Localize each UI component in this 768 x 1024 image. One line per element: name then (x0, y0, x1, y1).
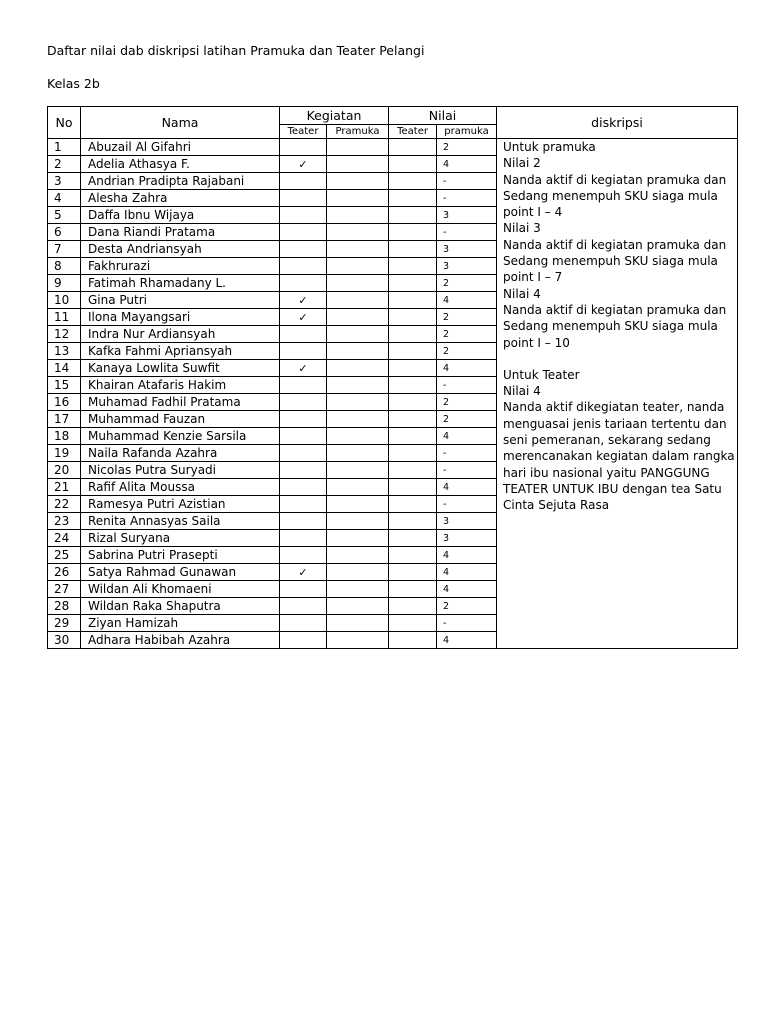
row-number: 23 (48, 513, 81, 530)
kegiatan-teater-cell (280, 428, 327, 445)
kegiatan-teater-cell (280, 326, 327, 343)
student-name: Satya Rahmad Gunawan (81, 564, 280, 581)
row-number: 5 (48, 207, 81, 224)
nilai-pramuka-cell: 4 (437, 564, 497, 581)
kegiatan-pramuka-cell (327, 190, 389, 207)
nilai-pramuka-cell: 2 (437, 309, 497, 326)
nilai-teater-cell (389, 530, 437, 547)
description-line: merencanakan kegiatan dalam rangka (503, 449, 735, 464)
kegiatan-pramuka-cell (327, 292, 389, 309)
kegiatan-pramuka-cell (327, 156, 389, 173)
kegiatan-teater-cell (280, 445, 327, 462)
description-line: Nanda aktif di kegiatan pramuka dan (503, 302, 727, 317)
nilai-pramuka-cell: 3 (437, 207, 497, 224)
student-name: Ziyan Hamizah (81, 615, 280, 632)
row-number: 14 (48, 360, 81, 377)
nilai-pramuka-cell: - (437, 190, 497, 207)
nilai-teater-cell (389, 445, 437, 462)
description-line: Nilai 3 (503, 221, 541, 236)
description-line: Untuk pramuka (503, 140, 596, 154)
nilai-teater-cell (389, 377, 437, 394)
description-line: Nanda aktif di kegiatan pramuka dan (503, 237, 727, 252)
header-kegiatan: Kegiatan (280, 107, 389, 125)
header-nilai: Nilai (389, 107, 497, 125)
kegiatan-pramuka-cell (327, 411, 389, 428)
kegiatan-pramuka-cell (327, 632, 389, 649)
nilai-teater-cell (389, 343, 437, 360)
kegiatan-teater-cell (280, 462, 327, 479)
nilai-pramuka-cell: - (437, 615, 497, 632)
kegiatan-pramuka-cell (327, 394, 389, 411)
kegiatan-teater-cell: ✓ (280, 292, 327, 309)
nilai-teater-cell (389, 156, 437, 173)
student-name: Adelia Athasya F. (81, 156, 280, 173)
class-label: Kelas 2b (47, 76, 100, 91)
kegiatan-pramuka-cell (327, 581, 389, 598)
nilai-teater-cell (389, 309, 437, 326)
description-line: Nanda aktif di kegiatan pramuka dan (503, 172, 727, 187)
kegiatan-teater-cell (280, 547, 327, 564)
kegiatan-teater-cell (280, 632, 327, 649)
description-line: Nilai 2 (503, 156, 541, 171)
kegiatan-teater-cell (280, 581, 327, 598)
kegiatan-teater-cell (280, 496, 327, 513)
nilai-teater-cell (389, 207, 437, 224)
kegiatan-pramuka-cell (327, 479, 389, 496)
kegiatan-teater-cell (280, 139, 327, 156)
row-number: 27 (48, 581, 81, 598)
row-number: 16 (48, 394, 81, 411)
description-line: point I – 10 (503, 335, 570, 350)
description-line: Cinta Sejuta Rasa (503, 498, 610, 513)
nilai-pramuka-cell: 2 (437, 139, 497, 156)
kegiatan-teater-cell (280, 173, 327, 190)
student-name: Rafif Alita Moussa (81, 479, 280, 496)
student-name: Alesha Zahra (81, 190, 280, 207)
nilai-pramuka-cell: 3 (437, 513, 497, 530)
kegiatan-pramuka-cell (327, 564, 389, 581)
row-number: 30 (48, 632, 81, 649)
nilai-pramuka-cell: 2 (437, 343, 497, 360)
kegiatan-teater-cell: ✓ (280, 156, 327, 173)
kegiatan-pramuka-cell (327, 547, 389, 564)
row-number: 22 (48, 496, 81, 513)
student-name: Desta Andriansyah (81, 241, 280, 258)
kegiatan-teater-cell (280, 394, 327, 411)
nilai-pramuka-cell: 3 (437, 241, 497, 258)
row-number: 25 (48, 547, 81, 564)
nilai-pramuka-cell: - (437, 173, 497, 190)
kegiatan-pramuka-cell (327, 496, 389, 513)
nilai-teater-cell (389, 173, 437, 190)
description-line: Sedang menempuh SKU siaga mula (503, 319, 718, 334)
row-number: 1 (48, 139, 81, 156)
kegiatan-teater-cell (280, 598, 327, 615)
description-line: seni pemeranan, sekarang sedang (503, 433, 711, 448)
description-line: menguasai jenis tariaan tertentu dan (503, 416, 727, 431)
kegiatan-pramuka-cell (327, 241, 389, 258)
nilai-pramuka-cell: 4 (437, 547, 497, 564)
nilai-pramuka-cell: 2 (437, 598, 497, 615)
subheader-nilai-pramuka: pramuka (437, 125, 497, 139)
kegiatan-teater-cell (280, 530, 327, 547)
nilai-pramuka-cell: 4 (437, 581, 497, 598)
nilai-teater-cell (389, 632, 437, 649)
nilai-teater-cell (389, 564, 437, 581)
description-line: point I – 7 (503, 270, 563, 285)
table-body (48, 139, 738, 649)
subheader-nilai-teater: Teater (389, 125, 437, 139)
nilai-pramuka-cell: 4 (437, 292, 497, 309)
kegiatan-pramuka-cell (327, 513, 389, 530)
kegiatan-pramuka-cell (327, 445, 389, 462)
nilai-pramuka-cell: - (437, 445, 497, 462)
nilai-teater-cell (389, 241, 437, 258)
row-number: 18 (48, 428, 81, 445)
nilai-pramuka-cell: 4 (437, 632, 497, 649)
description-line: Nilai 4 (503, 384, 541, 399)
nilai-teater-cell (389, 411, 437, 428)
nilai-teater-cell (389, 428, 437, 445)
student-name: Indra Nur Ardiansyah (81, 326, 280, 343)
kegiatan-teater-cell (280, 343, 327, 360)
nilai-pramuka-cell: 4 (437, 156, 497, 173)
student-name: Muhamad Fadhil Pratama (81, 394, 280, 411)
nilai-pramuka-cell: 4 (437, 360, 497, 377)
nilai-teater-cell (389, 258, 437, 275)
row-number: 9 (48, 275, 81, 292)
nilai-pramuka-cell: 2 (437, 411, 497, 428)
nilai-teater-cell (389, 190, 437, 207)
header-nama: Nama (81, 107, 280, 139)
kegiatan-pramuka-cell (327, 343, 389, 360)
nilai-pramuka-cell: 2 (437, 394, 497, 411)
student-name: Sabrina Putri Prasepti (81, 547, 280, 564)
kegiatan-pramuka-cell (327, 530, 389, 547)
kegiatan-teater-cell (280, 258, 327, 275)
row-number: 24 (48, 530, 81, 547)
kegiatan-teater-cell (280, 479, 327, 496)
description-line: Sedang menempuh SKU siaga mula (503, 254, 718, 269)
kegiatan-teater-cell (280, 241, 327, 258)
nilai-teater-cell (389, 496, 437, 513)
student-name: Andrian Pradipta Rajabani (81, 173, 280, 190)
nilai-teater-cell (389, 326, 437, 343)
nilai-pramuka-cell: - (437, 496, 497, 513)
kegiatan-pramuka-cell (327, 598, 389, 615)
nilai-teater-cell (389, 615, 437, 632)
description-line: Nanda aktif dikegiatan teater, nanda (503, 400, 725, 415)
nilai-teater-cell (389, 292, 437, 309)
kegiatan-pramuka-cell (327, 207, 389, 224)
row-number: 13 (48, 343, 81, 360)
header-diskripsi: diskripsi (497, 107, 738, 139)
nilai-pramuka-cell: 2 (437, 326, 497, 343)
nilai-teater-cell (389, 598, 437, 615)
description-line: Sedang menempuh SKU siaga mula (503, 188, 718, 203)
kegiatan-teater-cell: ✓ (280, 564, 327, 581)
student-name: Abuzail Al Gifahri (81, 139, 280, 156)
kegiatan-pramuka-cell (327, 377, 389, 394)
student-name: Naila Rafanda Azahra (81, 445, 280, 462)
nilai-teater-cell (389, 394, 437, 411)
row-number: 4 (48, 190, 81, 207)
subheader-kegiatan-teater: Teater (280, 125, 327, 139)
row-number: 28 (48, 598, 81, 615)
row-number: 7 (48, 241, 81, 258)
row-number: 6 (48, 224, 81, 241)
table-row (48, 139, 738, 156)
nilai-pramuka-cell: 4 (437, 428, 497, 445)
row-number: 15 (48, 377, 81, 394)
nilai-pramuka-cell: 2 (437, 275, 497, 292)
student-name: Kanaya Lowlita Suwfit (81, 360, 280, 377)
kegiatan-pramuka-cell (327, 615, 389, 632)
student-name: Fakhrurazi (81, 258, 280, 275)
description-cell (497, 139, 738, 649)
kegiatan-teater-cell (280, 275, 327, 292)
student-name: Nicolas Putra Suryadi (81, 462, 280, 479)
kegiatan-pramuka-cell (327, 139, 389, 156)
student-name: Khairan Atafaris Hakim (81, 377, 280, 394)
nilai-pramuka-cell: 4 (437, 479, 497, 496)
student-name: Muhammad Fauzan (81, 411, 280, 428)
row-number: 17 (48, 411, 81, 428)
kegiatan-teater-cell (280, 377, 327, 394)
row-number: 11 (48, 309, 81, 326)
kegiatan-teater-cell (280, 224, 327, 241)
nilai-teater-cell (389, 462, 437, 479)
description-line (503, 351, 731, 367)
student-name: Wildan Raka Shaputra (81, 598, 280, 615)
row-number: 8 (48, 258, 81, 275)
row-number: 19 (48, 445, 81, 462)
student-name: Rizal Suryana (81, 530, 280, 547)
row-number: 3 (48, 173, 81, 190)
kegiatan-teater-cell (280, 615, 327, 632)
nilai-teater-cell (389, 479, 437, 496)
description-line: Untuk Teater (503, 367, 580, 382)
row-number: 2 (48, 156, 81, 173)
kegiatan-teater-cell (280, 513, 327, 530)
kegiatan-pramuka-cell (327, 428, 389, 445)
student-name: Ilona Mayangsari (81, 309, 280, 326)
nilai-pramuka-cell: 3 (437, 258, 497, 275)
student-name: Adhara Habibah Azahra (81, 632, 280, 649)
row-number: 26 (48, 564, 81, 581)
row-number: 21 (48, 479, 81, 496)
nilai-teater-cell (389, 513, 437, 530)
kegiatan-teater-cell (280, 411, 327, 428)
nilai-pramuka-cell: - (437, 462, 497, 479)
nilai-teater-cell (389, 360, 437, 377)
nilai-pramuka-cell: - (437, 224, 497, 241)
nilai-pramuka-cell: - (437, 377, 497, 394)
student-name: Gina Putri (81, 292, 280, 309)
kegiatan-pramuka-cell (327, 275, 389, 292)
kegiatan-pramuka-cell (327, 173, 389, 190)
student-name: Fatimah Rhamadany L. (81, 275, 280, 292)
kegiatan-pramuka-cell (327, 258, 389, 275)
nilai-teater-cell (389, 581, 437, 598)
grade-table (47, 106, 738, 649)
student-name: Muhammad Kenzie Sarsila (81, 428, 280, 445)
kegiatan-teater-cell (280, 190, 327, 207)
row-number: 10 (48, 292, 81, 309)
kegiatan-pramuka-cell (327, 224, 389, 241)
subheader-kegiatan-pramuka: Pramuka (327, 125, 389, 139)
kegiatan-pramuka-cell (327, 326, 389, 343)
kegiatan-teater-cell: ✓ (280, 309, 327, 326)
student-name: Kafka Fahmi Apriansyah (81, 343, 280, 360)
nilai-teater-cell (389, 275, 437, 292)
nilai-teater-cell (389, 139, 437, 156)
student-name: Wildan Ali Khomaeni (81, 581, 280, 598)
row-number: 20 (48, 462, 81, 479)
document-title: Daftar nilai dab diskripsi latihan Pramuka dan Teater Pelangi (47, 43, 425, 58)
row-number: 29 (48, 615, 81, 632)
kegiatan-pramuka-cell (327, 462, 389, 479)
kegiatan-teater-cell: ✓ (280, 360, 327, 377)
description-line: Nilai 4 (503, 286, 541, 301)
kegiatan-teater-cell (280, 207, 327, 224)
description-line: hari ibu nasional yaitu PANGGUNG (503, 465, 710, 480)
student-name: Dana Riandi Pratama (81, 224, 280, 241)
description-line: TEATER UNTUK IBU dengan tea Satu (503, 481, 722, 496)
description-line: point I – 4 (503, 205, 563, 220)
student-name: Renita Annasyas Saila (81, 513, 280, 530)
nilai-pramuka-cell: 3 (437, 530, 497, 547)
nilai-teater-cell (389, 224, 437, 241)
student-name: Daffa Ibnu Wijaya (81, 207, 280, 224)
kegiatan-pramuka-cell (327, 360, 389, 377)
header-no: No (48, 107, 81, 139)
student-name: Ramesya Putri Azistian (81, 496, 280, 513)
kegiatan-pramuka-cell (327, 309, 389, 326)
row-number: 12 (48, 326, 81, 343)
nilai-teater-cell (389, 547, 437, 564)
